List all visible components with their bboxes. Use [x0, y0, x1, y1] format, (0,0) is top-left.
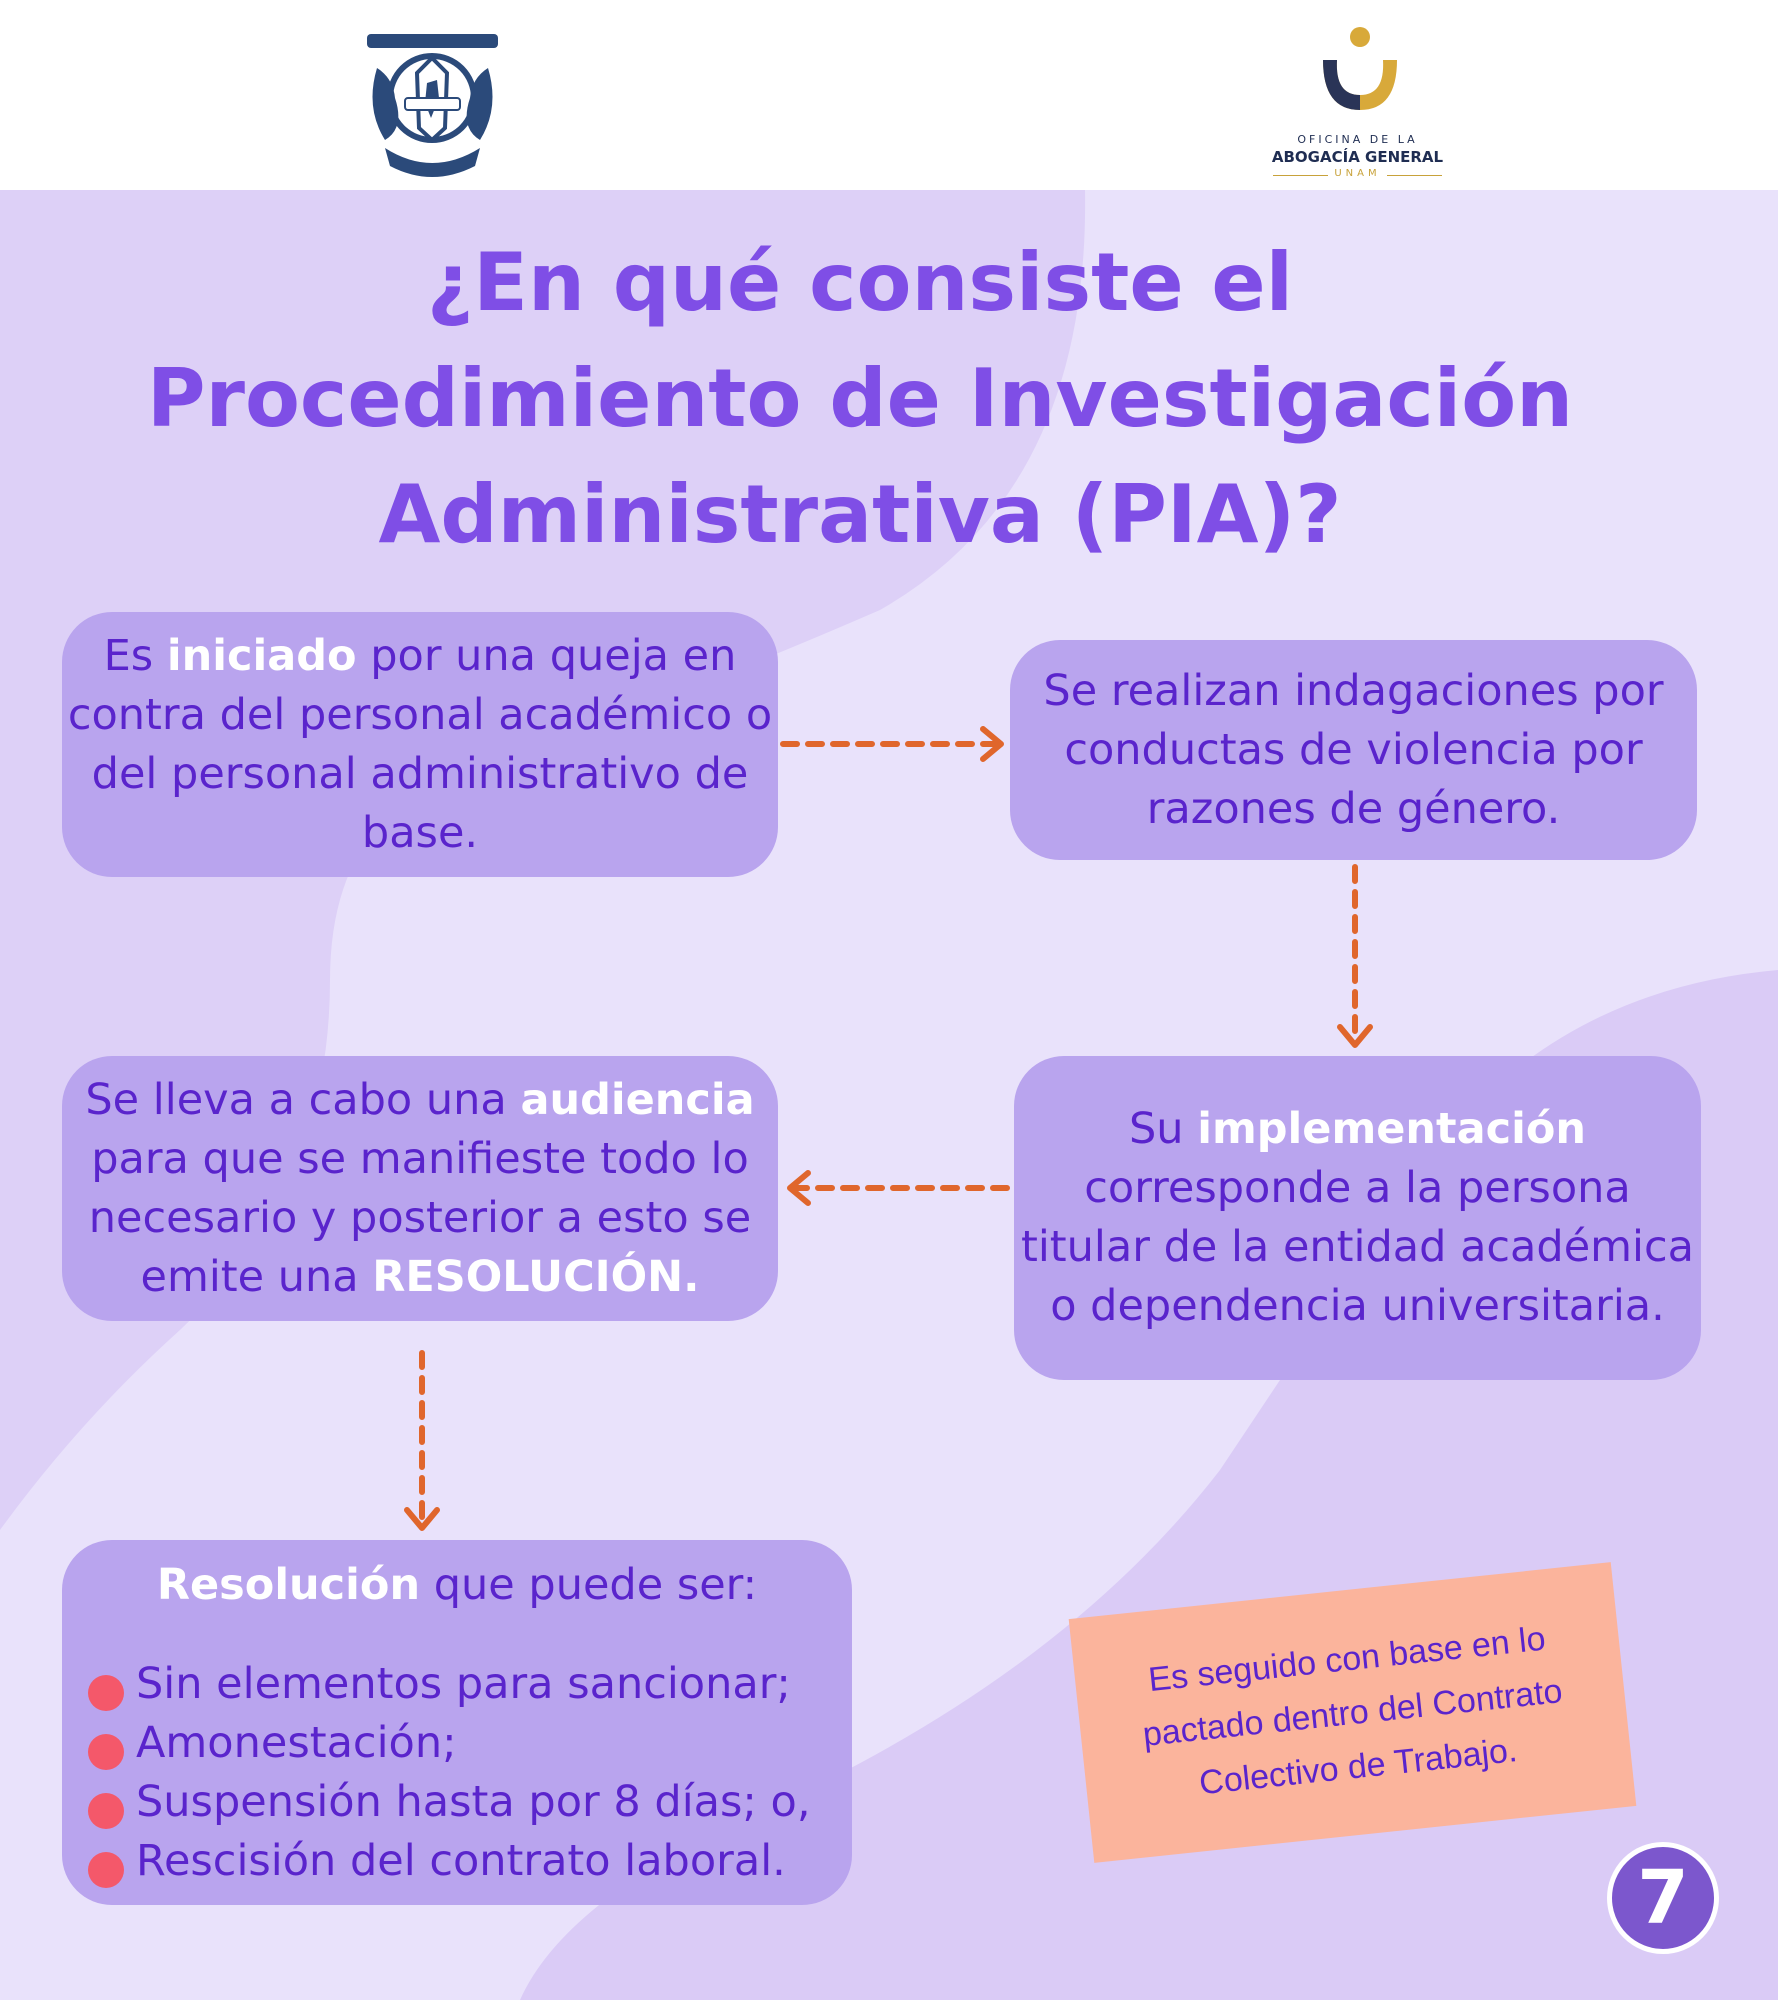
unam-logo — [365, 28, 500, 180]
abogacia-mark-icon — [1313, 25, 1403, 120]
step-1-emphasis: iniciado — [166, 630, 357, 681]
resolution-list — [62, 1655, 852, 1891]
list-item: Amonestación; — [86, 1714, 852, 1773]
abogacia-general-logo — [1265, 25, 1450, 185]
step-1-text: Es iniciado por una queja en contra del personal académico o del personal administrativo de base. — [67, 630, 773, 858]
resolution-box — [62, 1540, 852, 1905]
logo-rule — [1387, 175, 1442, 176]
arrow-down-right — [1330, 862, 1380, 1057]
arrow-down-left — [397, 1345, 447, 1540]
abogacia-line-1: OFICINA DE LA — [1297, 133, 1418, 146]
step-4-box — [62, 1056, 778, 1321]
arrow-left — [778, 1166, 1018, 1211]
resolution-header: Resolución que puede ser: — [156, 1560, 758, 1610]
resolution-emphasis: Resolución — [156, 1560, 421, 1610]
list-item: Sin elementos para sancionar; — [86, 1655, 852, 1714]
title-line-3: Administrativa (PIA)? — [378, 468, 1342, 561]
title-line-2: Procedimiento de Investigación — [146, 352, 1574, 445]
step-2-text: Se realizan indagaciones por conductas de violencia por razones de género. — [1043, 665, 1664, 834]
step-1-box — [62, 612, 778, 877]
arrow-right — [778, 722, 1013, 767]
page-number: 7 — [1637, 1855, 1689, 1941]
list-item: Suspensión hasta por 8 días; o, — [86, 1773, 852, 1832]
step-2-box — [1010, 640, 1697, 860]
list-item: Rescisión del contrato laboral. — [86, 1832, 852, 1891]
step-4-text: Se lleva a cabo una audiencia para que se manifieste todo lo necesario y posterior a esto se emite una RESOLUCIÓN. — [85, 1074, 755, 1302]
note-text: Es seguido con base en lo pactado dentro del Contrato Colectivo de Trabajo. — [1140, 1619, 1565, 1802]
step-3-text: Su implementación corresponde a la persona titular de la entidad académica o dependencia universitaria. — [1021, 1104, 1694, 1331]
abogacia-line-2: ABOGACÍA GENERAL — [1271, 148, 1444, 166]
step-3-box — [1014, 1056, 1701, 1380]
page-number-badge — [1607, 1842, 1719, 1954]
page-title — [0, 225, 1720, 573]
title-line-1: ¿En qué consiste el — [426, 236, 1294, 329]
bullet-icon — [88, 1793, 124, 1829]
step-4-emphasis-resolucion: RESOLUCIÓN. — [372, 1251, 700, 1302]
bullet-icon — [88, 1734, 124, 1770]
abogacia-line-3: UNAM — [1334, 168, 1381, 179]
step-3-emphasis: implementación — [1197, 1104, 1586, 1154]
header — [0, 0, 1778, 190]
bullet-icon — [88, 1852, 124, 1888]
step-4-emphasis-audiencia: audiencia — [520, 1074, 755, 1125]
bullet-icon — [88, 1675, 124, 1711]
